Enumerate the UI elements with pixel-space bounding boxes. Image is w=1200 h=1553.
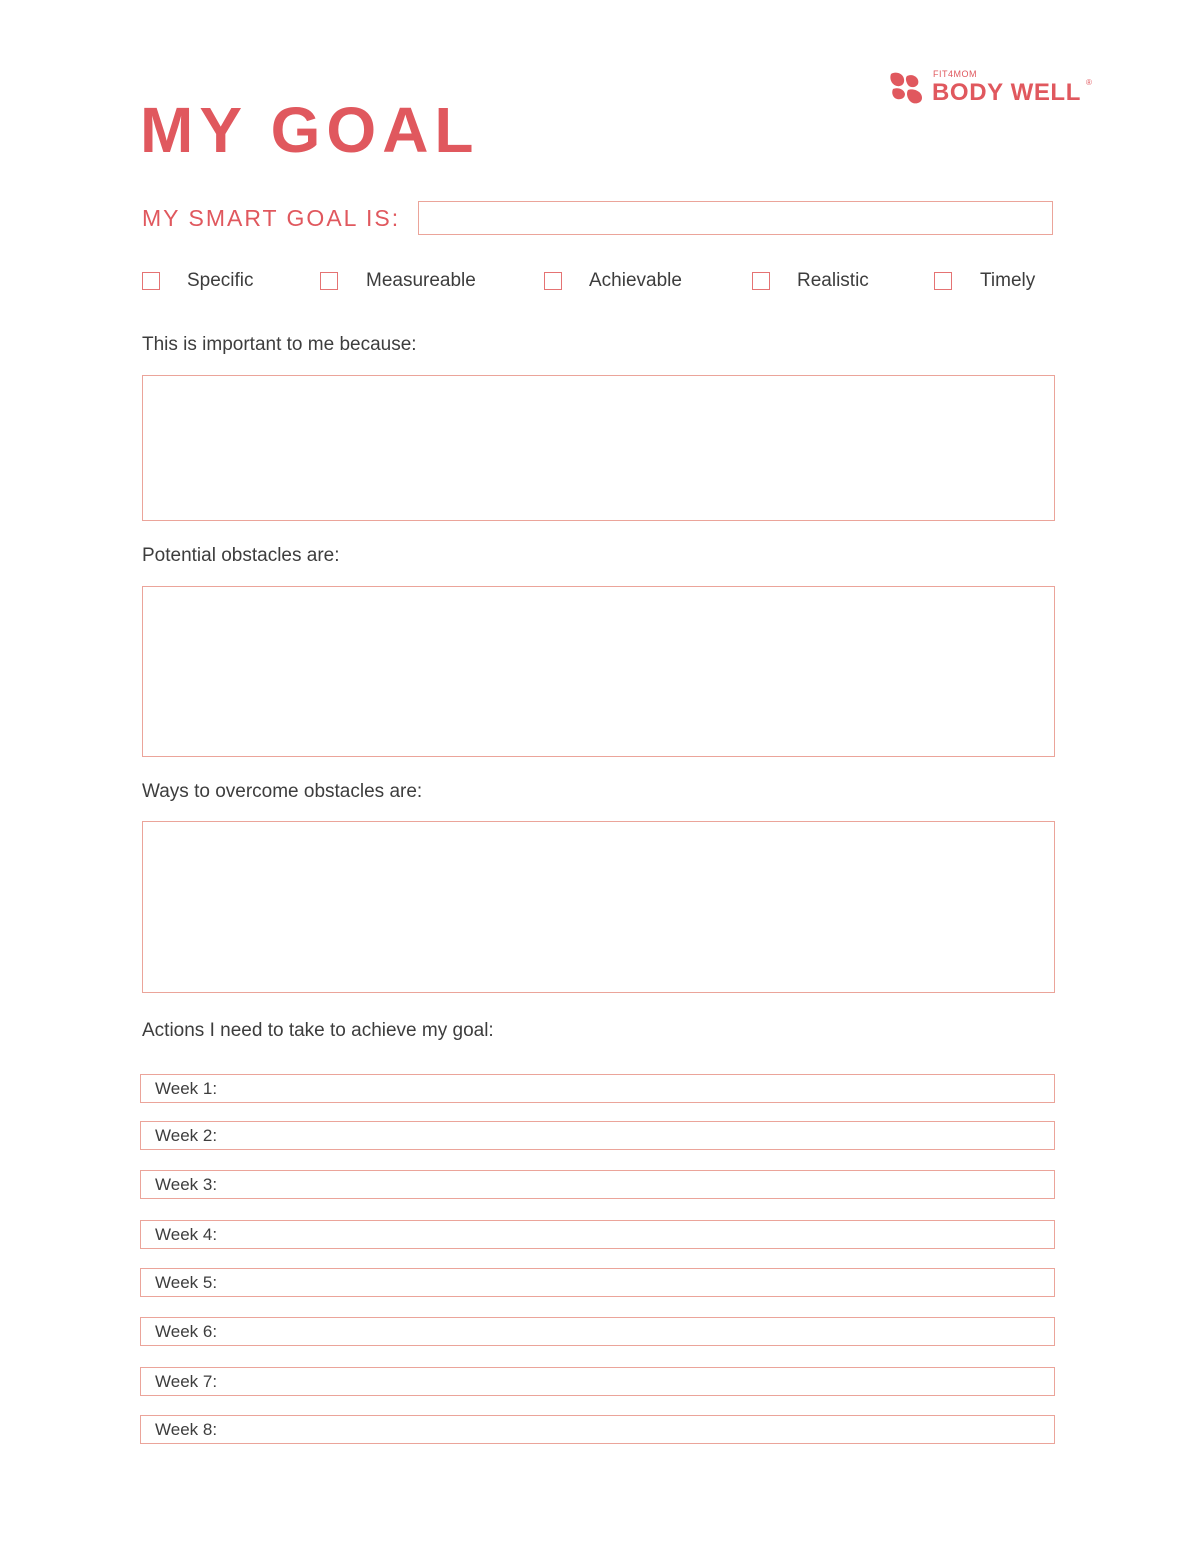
checkbox-achievable[interactable]	[544, 272, 562, 290]
week-5-label: Week 5:	[155, 1273, 218, 1292]
week-5-field[interactable]	[140, 1268, 1055, 1297]
overcome-label: Ways to overcome obstacles are:	[142, 781, 423, 802]
checkbox-label-measureable: Measureable	[366, 270, 476, 291]
flower-petals-icon	[889, 70, 925, 106]
week-3-label: Week 3:	[155, 1175, 218, 1194]
checkbox-label-timely: Timely	[980, 270, 1036, 291]
importance-label: This is important to me because:	[142, 334, 417, 355]
checkbox-timely[interactable]	[934, 272, 952, 290]
brand-logo	[889, 68, 1099, 108]
smart-goal-label: MY SMART GOAL IS:	[142, 205, 401, 231]
checkbox-label-achievable: Achievable	[589, 270, 682, 291]
week-2-label: Week 2:	[155, 1126, 218, 1145]
checkbox-measureable[interactable]	[320, 272, 338, 290]
checkbox-label-realistic: Realistic	[797, 270, 869, 291]
registered-mark: ®	[1086, 78, 1092, 87]
page-title: MY GOAL	[140, 94, 480, 166]
week-1-label: Week 1:	[155, 1079, 218, 1098]
week-7-field[interactable]	[140, 1367, 1055, 1396]
week-6-field[interactable]	[140, 1317, 1055, 1346]
checkbox-specific[interactable]	[142, 272, 160, 290]
week-4-field[interactable]	[140, 1220, 1055, 1249]
checkbox-realistic[interactable]	[752, 272, 770, 290]
actions-label: Actions I need to take to achieve my goal:	[142, 1020, 494, 1041]
week-8-field[interactable]	[140, 1415, 1055, 1444]
brand-name: BODY WELL	[932, 79, 1081, 106]
week-6-label: Week 6:	[155, 1322, 218, 1341]
obstacles-textarea[interactable]	[142, 586, 1055, 757]
week-8-label: Week 8:	[155, 1420, 218, 1439]
week-7-label: Week 7:	[155, 1372, 218, 1391]
smart-goal-input[interactable]	[418, 201, 1053, 235]
week-3-field[interactable]	[140, 1170, 1055, 1199]
checkbox-label-specific: Specific	[187, 270, 254, 291]
brand-small-text: FIT4MOM	[933, 69, 977, 79]
obstacles-label: Potential obstacles are:	[142, 545, 340, 566]
week-4-label: Week 4:	[155, 1225, 218, 1244]
overcome-textarea[interactable]	[142, 821, 1055, 993]
importance-textarea[interactable]	[142, 375, 1055, 521]
week-2-field[interactable]	[140, 1121, 1055, 1150]
week-1-field[interactable]	[140, 1074, 1055, 1103]
